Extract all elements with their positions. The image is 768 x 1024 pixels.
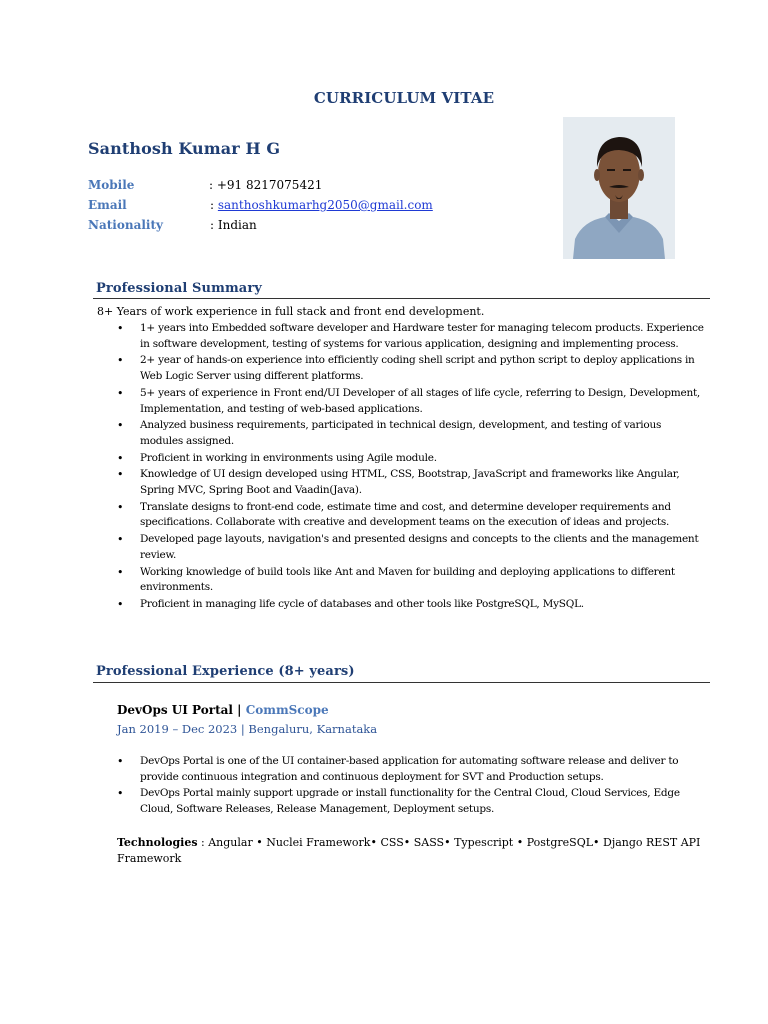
list-item: • Knowledge of UI design developed using HTML, CSS, Bootstrap, JavaScript and frameworks like Angular, Spring MVC, Spring Boot and Vaadin(Java).: [117, 467, 707, 498]
email-value: [210, 198, 433, 212]
email-label: Email: [88, 198, 127, 212]
list-item: • Proficient in managing life cycle of databases and other tools like PostgreSQL, MySQL.: [117, 597, 707, 613]
nationality-label: Nationality: [88, 218, 163, 232]
job-meta: Jan 2019 – Dec 2023 | Bengaluru, Karnataka: [117, 722, 378, 736]
technologies-value: : Angular • Nuclei Framework• CSS• SASS• Typescript • PostgreSQL• Django REST API Framework: [117, 836, 701, 865]
email-link[interactable]: santhoshkumarhg2050@gmail.com: [217, 198, 433, 212]
list-item: • 5+ years of experience in Front end/UI Developer of all stages of life cycle, referring to Design, Development, Implementation, and testing of web-based applications.: [117, 386, 707, 417]
section-divider: [93, 298, 710, 299]
list-item: • DevOps Portal mainly support upgrade or install functionality for the Central Cloud, Cloud Services, Edge Cloud, Software Releases, Release Management, Deployment setups.: [117, 786, 709, 817]
section-heading-summary: Professional Summary: [96, 281, 262, 296]
nationality-value: : Indian: [210, 218, 257, 232]
section-heading-experience: Professional Experience (8+ years): [96, 664, 355, 679]
candidate-name: Santhosh Kumar H G: [88, 139, 281, 158]
list-item: • Working knowledge of build tools like Ant and Maven for building and deploying applications to different environments.: [117, 565, 707, 596]
person-portrait-icon: [563, 117, 675, 259]
list-item: • 2+ year of hands-on experience into efficiently coding shell script and python script to deploy applications in Web Logic Server using different platforms.: [117, 353, 707, 384]
list-item: • Analyzed business requirements, participated in technical design, development, and testing of various modules assigned.: [117, 418, 707, 449]
summary-list: [117, 321, 707, 614]
list-item: • 1+ years into Embedded software developer and Hardware tester for managing telecom products. Experience in software development, testing of systems for various application, designing and implementing process.: [117, 321, 707, 352]
job-title: [117, 703, 329, 717]
technologies-label: Technologies: [117, 836, 198, 849]
technologies: [117, 835, 709, 866]
job-title-text: DevOps UI Portal |: [117, 703, 242, 717]
job-company: CommScope: [245, 703, 329, 717]
summary-lead: 8+ Years of work experience in full stack and front end development.: [97, 305, 485, 318]
document-title: CURRICULUM VITAE: [313, 89, 495, 107]
mobile-label: Mobile: [88, 178, 135, 192]
list-item: • Developed page layouts, navigation's and presented designs and concepts to the clients and the management review.: [117, 532, 707, 563]
section-divider: [93, 682, 710, 683]
list-item: • Proficient in working in environments using Agile module.: [117, 451, 707, 467]
email-prefix: :: [210, 198, 218, 212]
mobile-value: : +91 8217075421: [209, 178, 323, 192]
list-item: • DevOps Portal is one of the UI container-based application for automating software release and deliver to provide continuous integration and continuous deployment for SVT and Production setups.: [117, 754, 709, 785]
profile-photo: [563, 117, 675, 259]
experience-list: [117, 754, 709, 819]
list-item: • Translate designs to front-end code, estimate time and cost, and determine developer requirements and specifications. Collaborate with creative and development teams on the execution of ideas and projects.: [117, 500, 707, 531]
